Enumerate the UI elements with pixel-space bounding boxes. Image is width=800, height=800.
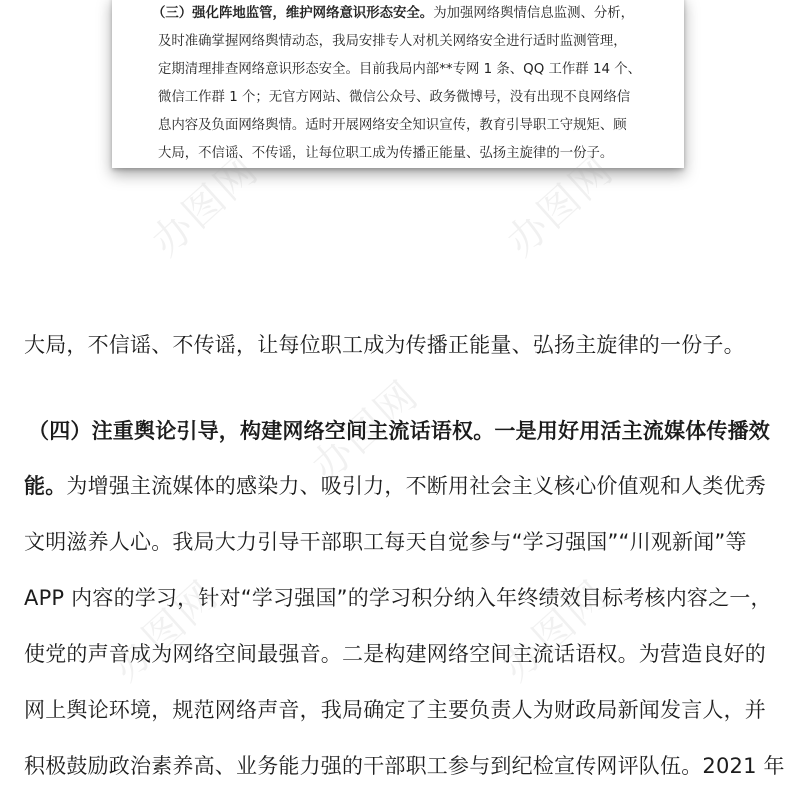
card-line-1-text: 为加强网络舆情信息监测、分析， xyxy=(433,6,635,21)
watermark: 办图网 xyxy=(493,571,618,691)
body-line-6: 网上舆论环境，规范网络声音，我局确定了主要负责人为财政局新闻发言人，并 xyxy=(24,698,766,722)
watermark: 办图网 xyxy=(303,371,428,491)
body-line-7: 积极鼓励政治素养高、业务能力强的干部职工参与到纪检宣传网评队伍。2021 年 xyxy=(24,754,785,778)
body-line-2 xyxy=(24,466,780,506)
watermark: 办图网 xyxy=(103,571,228,691)
card-line-6: 大局，不信谣、不传谣，让每位职工成为传播正能量、弘扬主旋律的一份子。 xyxy=(158,146,614,161)
body-line-3: 文明滋养人心。我局大力引导干部职工每天自觉参与“学习强国”“川观新闻”等 xyxy=(24,530,747,554)
card-section-heading: （三）强化阵地监管，维护网络意识形态安全。 xyxy=(152,6,434,21)
body-line-5: 使党的声音成为网络空间最强音。二是构建网络空间主流话语权。为营造良好的 xyxy=(24,642,766,666)
body-line-4: APP 内容的学习，针对“学习强国”的学习积分纳入年终绩效目标考核内容之一， xyxy=(24,586,772,610)
card-line-3: 定期清理排查网络意识形态安全。目前我局内部**专网 1 条、QQ 工作群 14 个、 xyxy=(158,62,642,77)
section-heading-four: （四）注重舆论引导，构建网络空间主流话语权。一是用好用活主流媒体传播效 xyxy=(28,419,770,443)
card-line-2: 及时准确掌握网络舆情动态，我局安排专人对机关网络安全进行适时监测管理， xyxy=(158,34,627,49)
body-line-2-bold: 能。 xyxy=(24,474,67,498)
document-excerpt-card xyxy=(112,0,684,168)
body-line-2-text: 为增强主流媒体的感染力、吸引力，不断用社会主义核心价值观和人类优秀 xyxy=(66,474,767,498)
card-line-4: 微信工作群 1 个；无官方网站、微信公众号、政务微博号，没有出现不良网络信 xyxy=(158,90,631,105)
card-line-1 xyxy=(152,2,664,26)
watermark: 办图网 xyxy=(498,146,623,266)
watermark: 办图网 xyxy=(143,146,268,266)
card-line-5: 息内容及负面网络舆情。适时开展网络安全知识宣传，教育引导职工守规矩、顾 xyxy=(158,118,627,133)
body-line-0: 大局，不信谣、不传谣，让每位职工成为传播正能量、弘扬主旋律的一份子。 xyxy=(24,333,745,357)
